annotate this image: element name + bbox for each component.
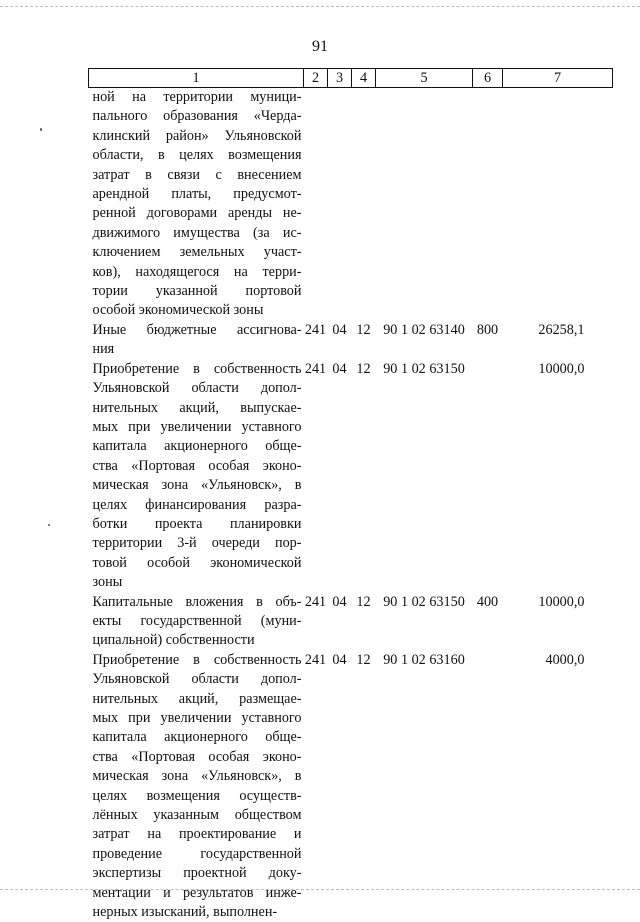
target-article-code (376, 88, 473, 321)
section-code: 04 (332, 321, 347, 338)
expense-type-code (473, 88, 503, 321)
description-line: мическая зона «Ульяновск», в (92, 477, 302, 494)
scan-speck (48, 524, 50, 526)
table-row (89, 360, 613, 593)
amount: 10000,0 (538, 360, 585, 377)
description-line: арендной платы, предусмот- (92, 186, 302, 203)
description-line: ков), находящегося на терри- (92, 263, 302, 280)
section-code (328, 88, 352, 321)
description-line: Иные бюджетные ассигнова- (92, 321, 302, 338)
description-line: зоны (92, 574, 123, 591)
description-line: ментации и результатов инже- (92, 884, 302, 901)
table-row (89, 321, 613, 360)
description-line: ства «Портовая особая эконо- (92, 457, 302, 474)
description-line: целях возмещения осуществ- (92, 787, 302, 804)
description-line: ренной договорами аренды не- (92, 205, 302, 222)
description-line: территории 3-й очереди пор- (92, 535, 302, 552)
scan-speck (40, 128, 42, 131)
description-line: ципальной) собственности (92, 632, 255, 649)
description-line: мых при увеличении уставного (92, 418, 302, 435)
description-line: Капитальные вложения в объ- (92, 593, 302, 610)
column-header: 6 (473, 69, 503, 88)
description-line: Приобретение в собственность (92, 651, 302, 668)
ministry-code (304, 88, 328, 321)
section-code: 04 (332, 593, 347, 610)
description-line: затрат в связи с внесением (92, 166, 302, 183)
column-header: 3 (328, 69, 352, 88)
expense-type-code (473, 360, 503, 593)
ministry-code: 241 (304, 651, 327, 668)
subsection-code: 12 (356, 651, 371, 668)
section-code: 04 (332, 360, 347, 377)
ministry-code: 241 (304, 360, 327, 377)
target-article-code: 90 1 02 63150 (383, 360, 465, 377)
amount: 4000,0 (545, 651, 585, 668)
column-header: 4 (352, 69, 376, 88)
item-description (89, 593, 304, 651)
subsection-code: 12 (356, 593, 371, 610)
target-article-code: 90 1 02 63160 (383, 651, 465, 668)
ministry-code: 241 (304, 321, 327, 338)
item-description (89, 360, 304, 593)
description-line: области, в целях возмещения (92, 147, 302, 164)
description-line: ботки проекта планировки (92, 515, 302, 532)
description-line: пального образования «Черда- (92, 108, 302, 125)
description-line: товой особой экономической (92, 554, 302, 571)
description-line: Приобретение в собственность (92, 360, 302, 377)
subsection-code: 12 (356, 321, 371, 338)
description-line: нительных акций, размещае- (92, 690, 302, 707)
expense-type-code: 400 (476, 593, 499, 610)
scan-top-edge (0, 6, 640, 7)
description-line: мых при увеличении уставного (92, 710, 302, 726)
description-line: затрат на проектирование и (92, 826, 302, 843)
description-line: клинский район» Ульяновской (92, 127, 302, 144)
scan-bottom-edge (0, 889, 640, 890)
target-article-code: 90 1 02 63140 (383, 321, 465, 338)
description-line: ной на территории муници- (92, 89, 302, 105)
table-row (89, 651, 613, 922)
item-description (89, 321, 304, 360)
column-header: 2 (304, 69, 328, 88)
header-row (89, 69, 613, 88)
description-line: лённых указанным обществом (92, 807, 302, 824)
column-header: 7 (503, 69, 613, 88)
description-line: ния (92, 341, 115, 358)
budget-table (88, 68, 613, 922)
column-header: 5 (376, 69, 473, 88)
description-line: движимого имущества (за ис- (92, 224, 302, 241)
description-line: ключением земельных участ- (92, 244, 302, 261)
subsection-code (352, 88, 376, 321)
description-line: екты государственной (муни- (92, 612, 302, 629)
subsection-code: 12 (356, 360, 371, 377)
description-line: Ульяновской области допол- (92, 671, 302, 688)
item-description (89, 88, 304, 321)
column-header: 1 (89, 69, 304, 88)
description-line: ства «Портовая особая эконо- (92, 748, 302, 765)
description-line: экспертизы проектной доку- (92, 865, 302, 882)
description-line: капитала акционерного обще- (92, 438, 302, 455)
item-description (89, 651, 304, 922)
page-number: 91 (312, 38, 328, 55)
expense-type-code (473, 651, 503, 922)
description-line: нительных акций, выпускае- (92, 399, 302, 416)
amount (503, 88, 613, 321)
table-row (89, 593, 613, 651)
description-line: целях финансирования разра- (92, 496, 302, 513)
section-code: 04 (332, 651, 347, 668)
description-line: мическая зона «Ульяновск», в (92, 768, 302, 785)
target-article-code: 90 1 02 63150 (383, 593, 465, 610)
description-line: особой экономической зоны (92, 302, 264, 319)
description-line: тории указанной портовой (92, 283, 302, 300)
description-line: капитала акционерного обще- (92, 729, 302, 746)
expense-type-code: 800 (476, 321, 499, 338)
description-line: проведение государственной (92, 845, 302, 862)
description-line: нерных изысканий, выполнен- (92, 904, 278, 921)
amount: 10000,0 (538, 593, 585, 610)
amount: 26258,1 (538, 321, 585, 338)
description-line: Ульяновской области допол- (92, 380, 302, 397)
ministry-code: 241 (304, 593, 327, 610)
table-row (89, 88, 613, 321)
